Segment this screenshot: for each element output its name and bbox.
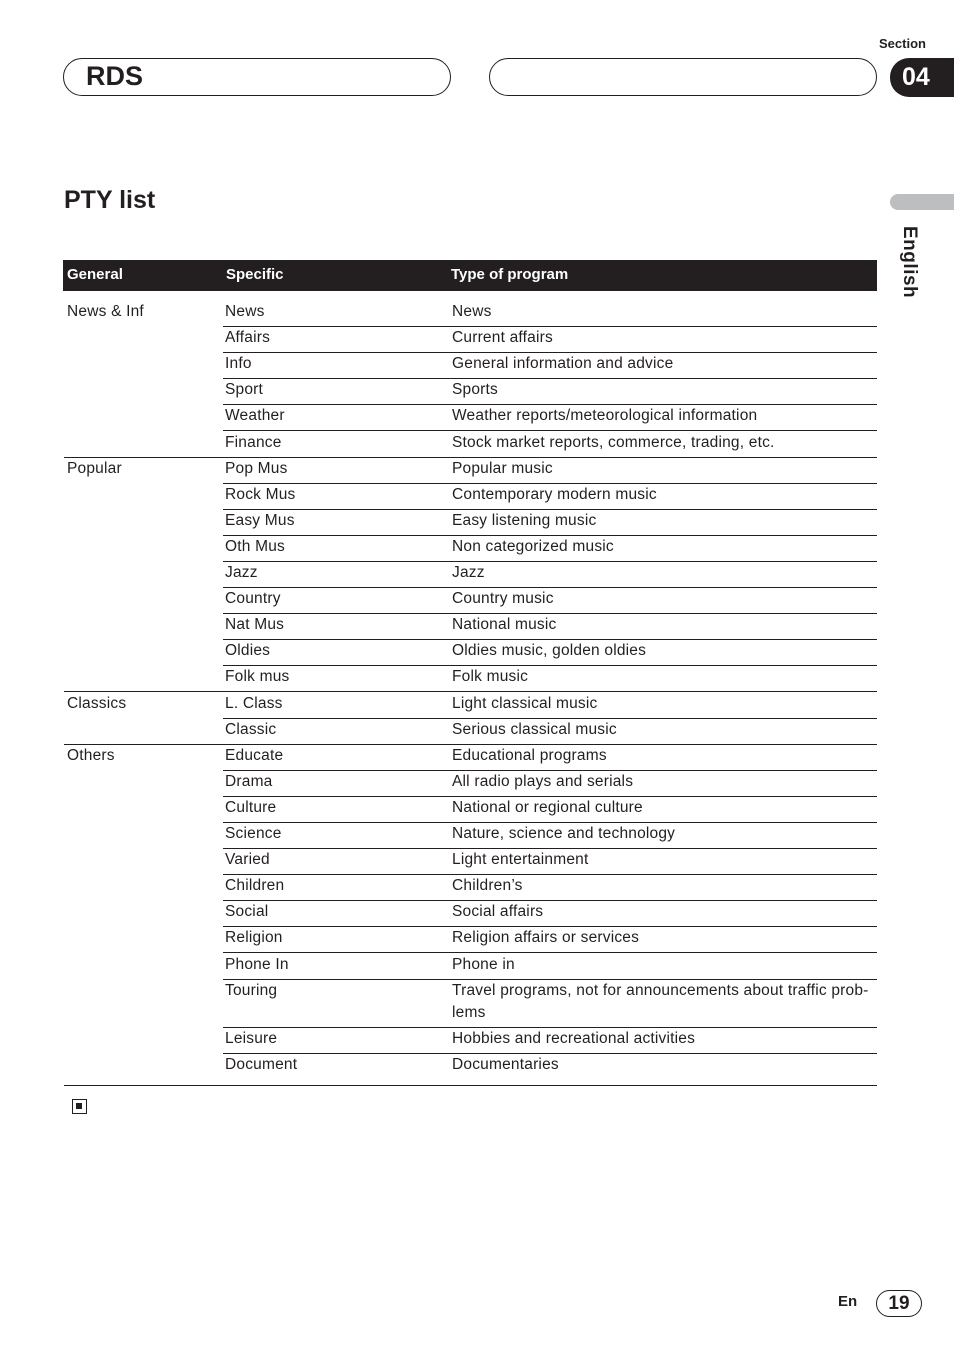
footer-language-code: En <box>838 1293 858 1310</box>
cell-type-of-program: Weather reports/meteorological information <box>452 407 758 425</box>
cell-type-of-program: Sports <box>452 381 498 399</box>
cell-specific: Classic <box>225 720 277 738</box>
column-header-specific: Specific <box>226 266 284 283</box>
cell-type-of-program: Contemporary modern music <box>452 485 657 503</box>
cell-type-of-program: Social affairs <box>452 903 544 921</box>
cell-type-of-program: All radio plays and serials <box>452 772 634 790</box>
chapter-title: RDS <box>86 61 144 91</box>
cell-specific: Nat Mus <box>225 616 285 634</box>
cell-specific: Educate <box>225 746 284 764</box>
cell-type-of-program: Stock market reports, commerce, trading, etc. <box>452 433 775 451</box>
cell-type-of-program: General information and advice <box>452 355 674 373</box>
cell-type-of-program: Children’s <box>452 877 523 895</box>
cell-specific: Country <box>225 590 281 608</box>
cell-specific: Folk mus <box>225 668 290 686</box>
cell-type-of-program: National or regional culture <box>452 798 643 816</box>
cell-specific: Weather <box>225 407 285 425</box>
table-end-rule <box>64 1085 877 1086</box>
cell-specific: Affairs <box>225 329 271 347</box>
table-header <box>63 260 877 291</box>
cell-specific: Touring <box>225 981 278 999</box>
cell-specific: Religion <box>225 929 283 947</box>
cell-specific: L. Class <box>225 694 283 712</box>
page-number: 19 <box>876 1290 922 1317</box>
cell-specific: Easy Mus <box>225 511 295 529</box>
cell-specific: Document <box>225 1055 298 1073</box>
end-of-section-icon <box>72 1099 87 1114</box>
cell-specific: Jazz <box>225 564 258 581</box>
cell-type-of-program: Oldies music, golden oldies <box>452 642 647 660</box>
cell-specific: Rock Mus <box>225 485 296 503</box>
cell-type-of-program: National music <box>452 616 557 634</box>
subtitle-pill <box>489 58 877 96</box>
cell-specific: Drama <box>225 772 273 790</box>
cell-specific: Culture <box>225 798 277 816</box>
cell-type-of-program: Current affairs <box>452 329 553 347</box>
section-number-tab: 04 <box>890 58 954 97</box>
cell-type-of-program: Easy listening music <box>452 511 597 529</box>
cell-general: Popular <box>67 459 122 477</box>
cell-type-of-program: Educational programs <box>452 746 607 764</box>
cell-specific: Finance <box>225 433 282 451</box>
cell-type-of-program: Travel programs, not for announcements about traffic prob- lems <box>452 981 869 1021</box>
cell-type-of-program: Religion affairs or services <box>452 929 640 947</box>
section-label: Section <box>879 36 926 51</box>
cell-specific: Sport <box>225 381 264 399</box>
cell-type-of-program: Folk music <box>452 668 529 686</box>
column-header-general: General <box>67 266 123 283</box>
column-header-type: Type of program <box>451 266 569 283</box>
cell-type-of-program: Serious classical music <box>452 720 617 738</box>
cell-specific: Social <box>225 903 269 921</box>
cell-specific: Pop Mus <box>225 459 288 477</box>
cell-type-of-program: Light entertainment <box>452 851 589 869</box>
cell-general: Others <box>67 746 115 764</box>
cell-specific: Science <box>225 825 282 842</box>
cell-specific: News <box>225 303 265 320</box>
cell-specific: Children <box>225 877 285 895</box>
cell-specific: Varied <box>225 851 270 869</box>
page-heading: PTY list <box>64 186 156 214</box>
cell-specific: Phone In <box>225 955 289 973</box>
cell-general: Classics <box>67 694 127 712</box>
language-tab-label: English <box>899 226 920 299</box>
cell-type-of-program: News <box>452 303 492 320</box>
cell-type-of-program: Light classical music <box>452 694 598 712</box>
cell-general: News & Inf <box>67 303 144 320</box>
cell-specific: Oth Mus <box>225 537 285 555</box>
cell-type-of-program: Non categorized music <box>452 537 614 555</box>
cell-specific: Info <box>225 355 252 373</box>
cell-type-of-program: Country music <box>452 590 554 608</box>
cell-type-of-program: Phone in <box>452 955 515 973</box>
chapter-title-pill <box>63 58 451 96</box>
cell-specific: Oldies <box>225 642 271 660</box>
cell-type-of-program: Documentaries <box>452 1055 559 1073</box>
cell-type-of-program: Popular music <box>452 459 553 477</box>
cell-specific: Leisure <box>225 1029 278 1047</box>
cell-type-of-program: Jazz <box>452 564 485 581</box>
cell-type-of-program: Nature, science and technology <box>452 825 676 842</box>
language-tab-bar <box>890 194 954 210</box>
cell-type-of-program: Hobbies and recreational activities <box>452 1029 696 1047</box>
